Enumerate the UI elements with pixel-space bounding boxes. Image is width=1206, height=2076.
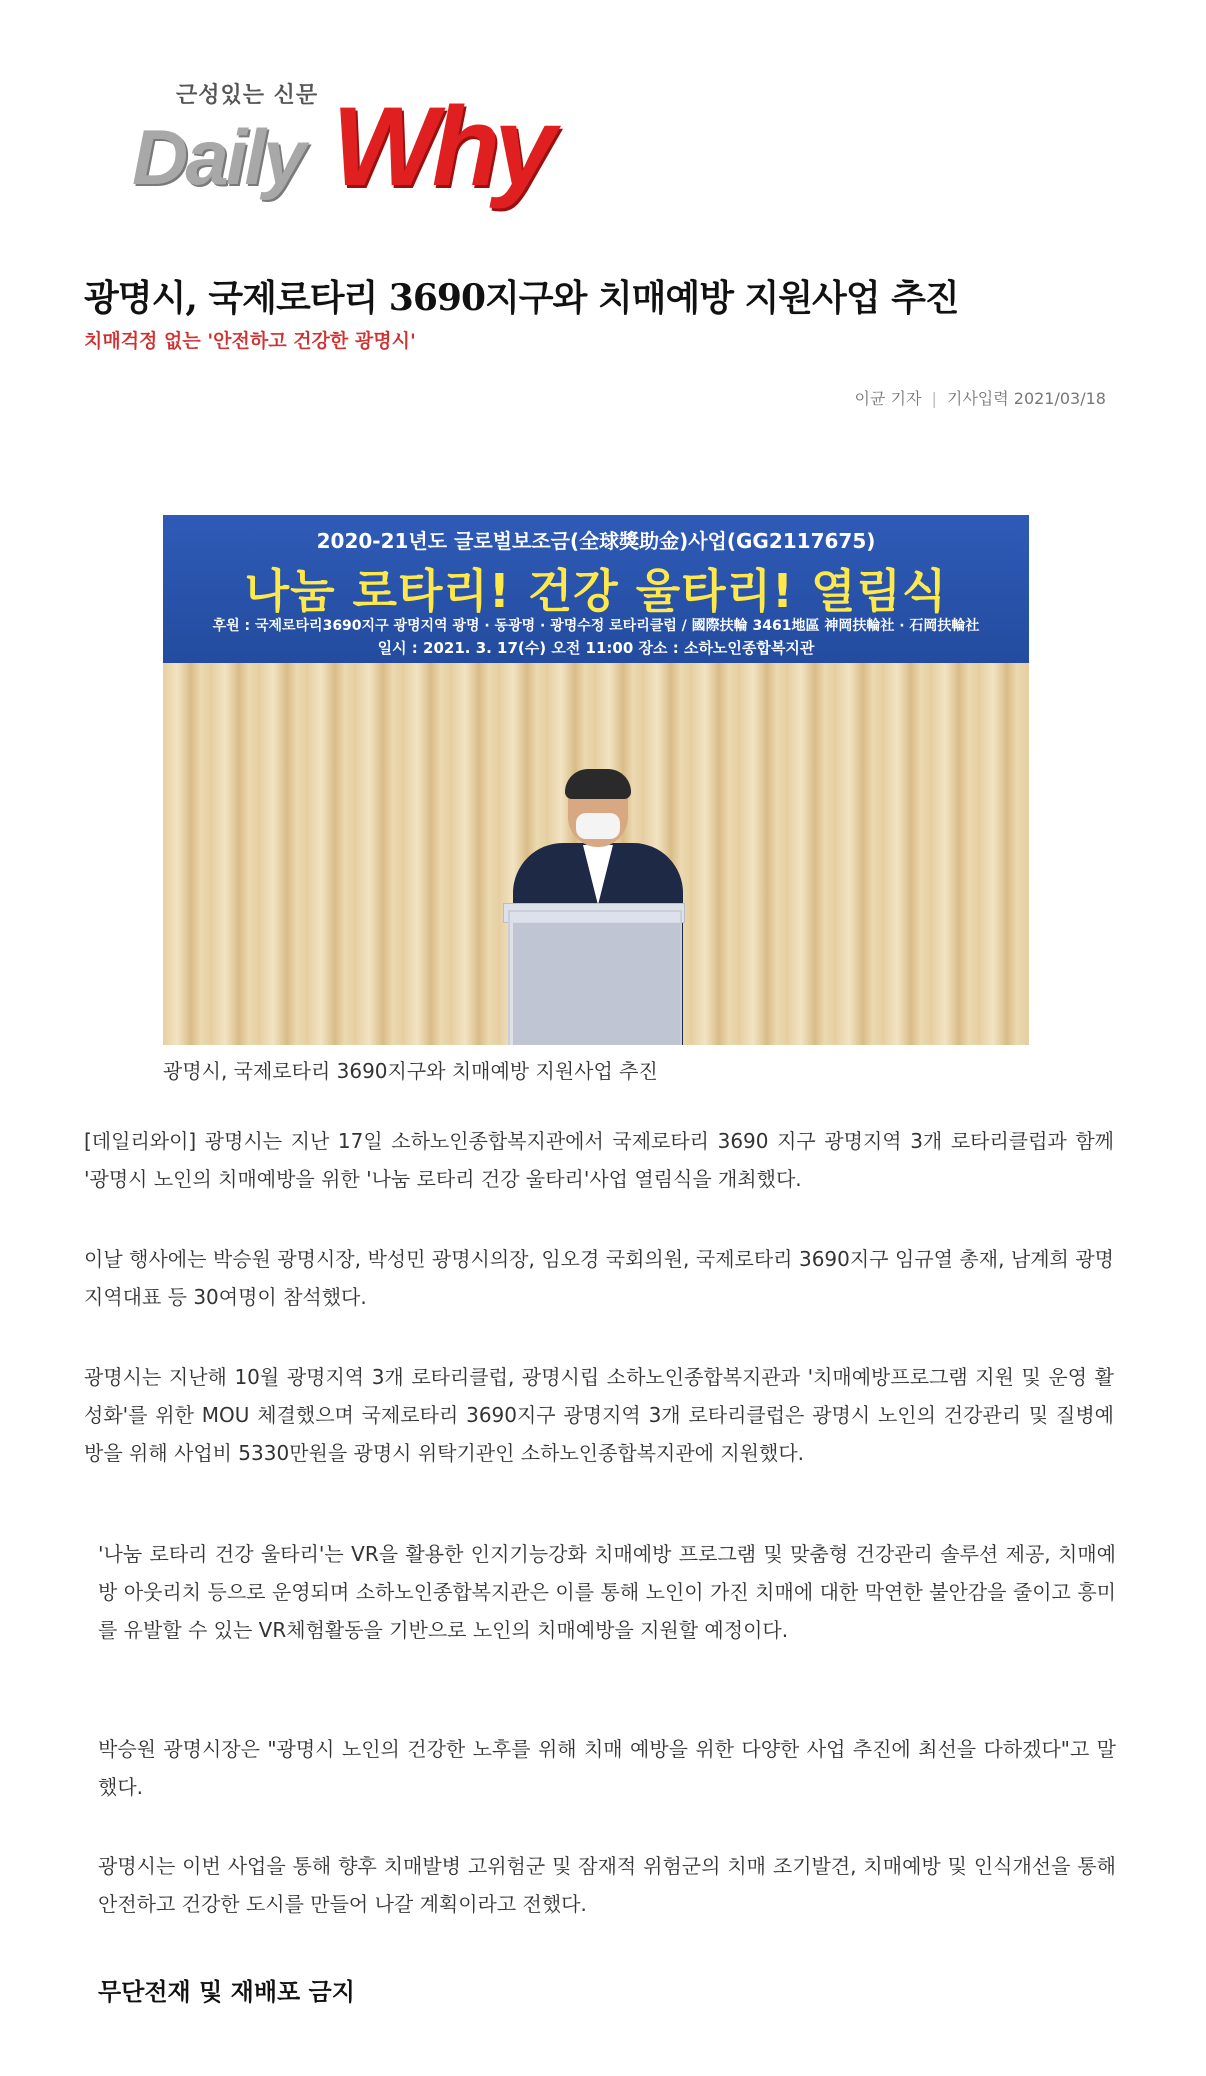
article-paragraph-1: [데일리와이] 광명시는 지난 17일 소하노인종합복지관에서 국제로타리 3690 지구 광명지역 3개 로타리클럽과 함께 '광명시 노인의 치매예방을 위한 '나눔 로타리 건강 울타리'사업 열림식을 개최했다. (84, 1129, 1114, 1191)
byline (855, 386, 1106, 409)
article-paragraph-3: 광명시는 지난해 10월 광명지역 3개 로타리클럽, 광명시립 소하노인종합복지관과 '치매예방프로그램 지원 및 운영 활성화'를 위한 MOU 체결했으며 국제로타리 3690지구 광명지역 3개 로타리클럽은 광명시 노인의 건강관리 및 질병예방을 위해 사업비 5330만원을 광명시 위탁기관인 소하노인종합복지관에 지원했다. (84, 1365, 1114, 1465)
article-headline: 광명시, 국제로타리 3690지구와 치매예방 지원사업 추진 (84, 277, 959, 319)
reporter-name: 이균 기자 (854, 389, 922, 408)
speaker-hair (565, 769, 631, 799)
site-logo[interactable] (132, 78, 582, 208)
article-paragraph-5: 박승원 광명시장은 "광명시 노인의 건강한 노후를 위해 치매 예방을 위한 다양한 사업 추진에 최선을 다하겠다"고 말했다. (98, 1737, 1116, 1799)
article-paragraph-2: 이날 행사에는 박승원 광명시장, 박성민 광명시의장, 임오경 국회의원, 국제로타리 3690지구 임규열 총재, 남계희 광명지역대표 등 30여명이 참석했다. (84, 1247, 1114, 1309)
banner-line-2: 나눔 로타리! 건강 울타리! 열림식 (244, 564, 948, 618)
banner-line-1: 2020-21년도 글로벌보조금(全球獎助金)사업(GG2117675) (316, 529, 876, 553)
published-date: 기사입력 2021/03/18 (946, 389, 1106, 408)
article-paragraph-6: 광명시는 이번 사업을 통해 향후 치매발병 고위험군 및 잠재적 위험군의 치매 조기발견, 치매예방 및 인식개선을 통해 안전하고 건강한 도시를 만들어 나갈 계획이라고 전했다. (98, 1854, 1116, 1916)
article-subheadline: 치매걱정 없는 '안전하고 건강한 광명시' (84, 330, 416, 352)
byline-separator: | (931, 389, 937, 408)
banner-line-4: 일시 : 2021. 3. 17(수) 오전 11:00 장소 : 소하노인종합복지관 (377, 639, 815, 657)
podium (508, 910, 682, 1045)
article-photo (163, 515, 1029, 1045)
article-paragraph-4: '나눔 로타리 건강 울타리'는 VR을 활용한 인지기능강화 치매예방 프로그램 및 맞춤형 건강관리 솔루션 제공, 치매예방 아웃리치 등으로 운영되며 소하노인종합복지관은 이를 통해 노인이 가진 치매에 대한 막연한 불안감을 줄이고 흥미를 유발할 수 있는 VR체험활동을 기반으로 노인의 치매예방을 지원할 예정이다. (98, 1542, 1116, 1642)
banner-line-3: 후원 : 국제로타리3690지구 광명지역 광명 · 동광명 · 광명수정 로타리클럽 / 國際扶輪 3461地區 神岡扶輪社 · 石岡扶輪社 (212, 618, 980, 634)
logo-why-text: Why (332, 84, 551, 209)
speaker-mask (576, 813, 620, 839)
photo-caption: 광명시, 국제로타리 3690지구와 치매예방 지원사업 추진 (163, 1059, 658, 1083)
event-banner (163, 515, 1029, 663)
logo-tagline: 근성있는 신문 (176, 83, 319, 108)
copyright-notice: 무단전재 및 재배포 금지 (98, 1978, 355, 2006)
logo-daily-text: Daily (132, 113, 304, 201)
